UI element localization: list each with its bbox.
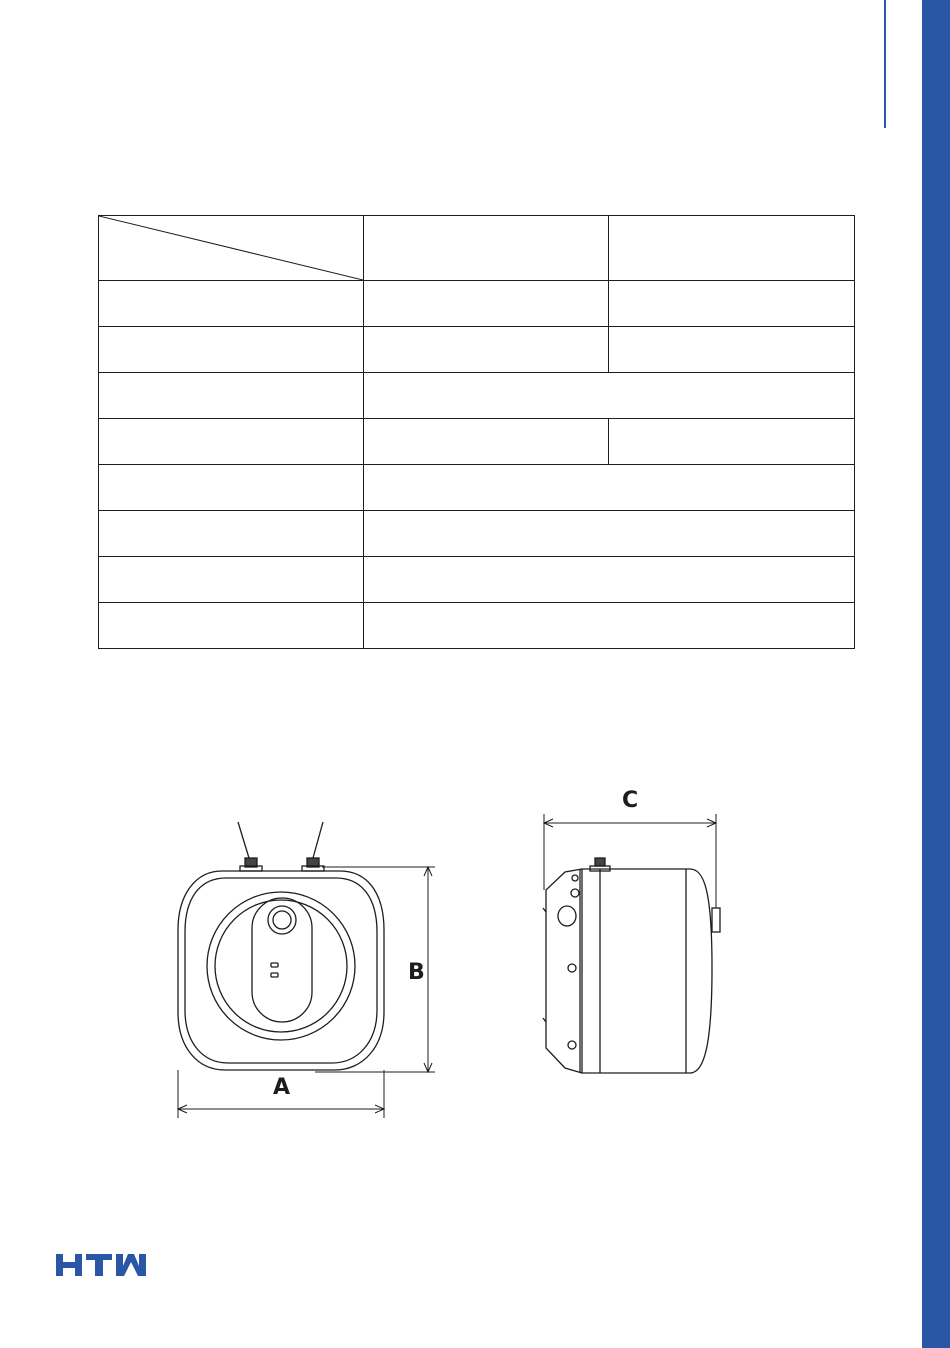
front-view-water-heater bbox=[178, 822, 384, 1070]
dimension-a-label: A bbox=[273, 1075, 291, 1100]
dimension-b-label: B bbox=[408, 960, 425, 985]
htm-logo bbox=[56, 1254, 148, 1276]
dimension-c-line bbox=[544, 814, 716, 908]
side-view-water-heater bbox=[543, 858, 720, 1073]
dimension-c-label: C bbox=[622, 788, 639, 813]
